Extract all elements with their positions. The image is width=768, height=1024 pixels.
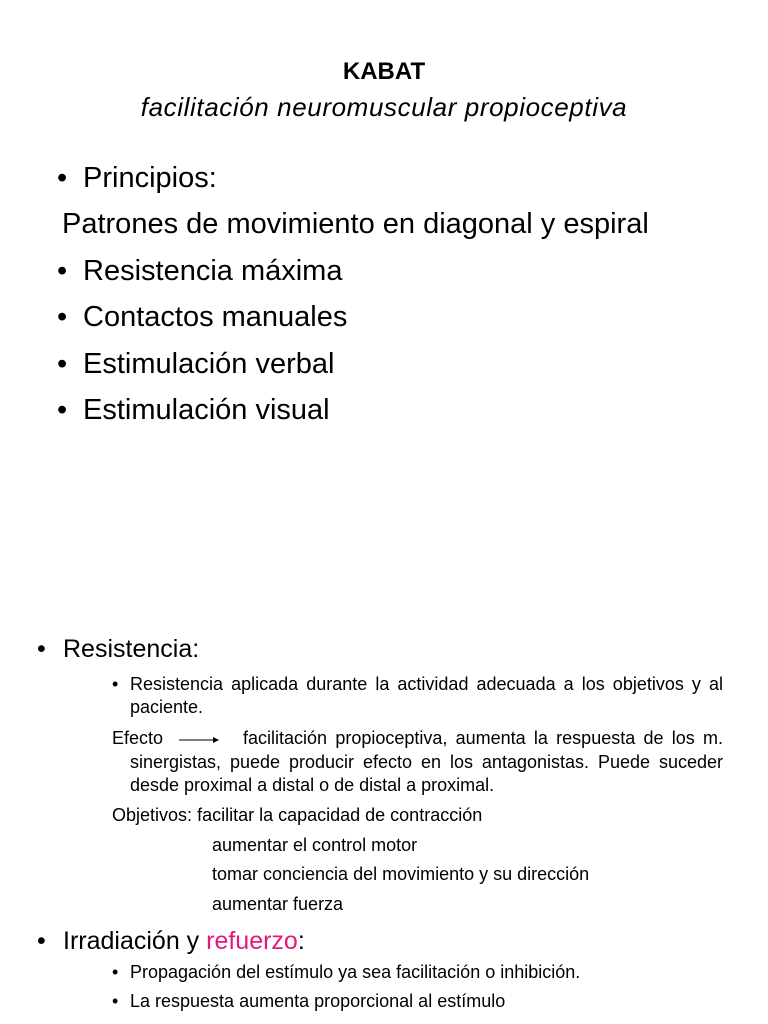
irradiacion-heading: Irradiación y: [63, 927, 207, 955]
bullet: •: [37, 927, 46, 955]
irradiacion-item: [112, 990, 505, 1013]
efecto-text: facilitación propioceptiva, aumenta la respuesta de los m. sinergistas, puede producir efecto en los antagonistas. Puede suceder desde proximal a distal o de distal a proximal.: [130, 728, 723, 795]
principios-item-label: Contactos manuales: [83, 301, 348, 333]
objetivos-item: aumentar el control motor: [212, 835, 418, 855]
irradiacion-item-text: La respuesta aumenta proporcional al estímulo: [130, 991, 506, 1011]
bullet: •: [112, 962, 119, 982]
resistencia-heading: Resistencia:: [63, 635, 200, 663]
refuerzo-highlight: refuerzo: [206, 927, 298, 955]
bullet: •: [37, 635, 46, 663]
principios-item-label: Resistencia máxima: [83, 255, 343, 287]
efecto-paragraph: [112, 727, 723, 797]
objetivos-label: Objetivos:: [112, 805, 193, 825]
resistencia-sub-text: Resistencia aplicada durante la actividad adecuada a los objetivos y al paciente.: [130, 674, 723, 717]
objetivos-item: aumentar fuerza: [212, 894, 344, 914]
principios-item: [57, 299, 347, 335]
irradiacion-colon: :: [297, 927, 305, 955]
slide-subtitle: facilitación neuromuscular propioceptiva: [140, 92, 628, 122]
irradiacion-heading-row: [37, 927, 305, 956]
principios-item-label: Estimulación visual: [83, 394, 330, 426]
objetivos-row: [112, 804, 482, 827]
principios-item-label: Estimulación verbal: [83, 348, 335, 380]
principios-item: [57, 253, 342, 289]
resistencia-sub-item: [112, 673, 723, 719]
principios-heading-row: [57, 160, 217, 196]
slide-title: KABAT: [342, 58, 426, 85]
irradiacion-item-text: Propagación del estímulo ya sea facilitación o inhibición.: [130, 962, 581, 982]
bullet: •: [57, 394, 68, 426]
arrow-right-icon: [179, 728, 219, 751]
efecto-label: Efecto: [112, 728, 164, 748]
bullet: •: [112, 991, 119, 1011]
bullet: •: [57, 162, 68, 194]
irradiacion-item: [112, 961, 580, 984]
resistencia-heading-row: [37, 635, 199, 664]
bullet: •: [112, 674, 119, 694]
objetivos-item: facilitar la capacidad de contracción: [197, 805, 483, 825]
principios-item: [57, 392, 330, 428]
bullet: •: [57, 301, 68, 333]
objetivos-item: tomar conciencia del movimiento y su dirección: [212, 864, 590, 884]
bullet: •: [57, 255, 68, 287]
principios-item: [57, 346, 334, 382]
principios-line: Patrones de movimiento en diagonal y espiral: [62, 208, 649, 240]
principios-heading: Principios:: [83, 162, 217, 194]
bullet: •: [57, 348, 68, 380]
